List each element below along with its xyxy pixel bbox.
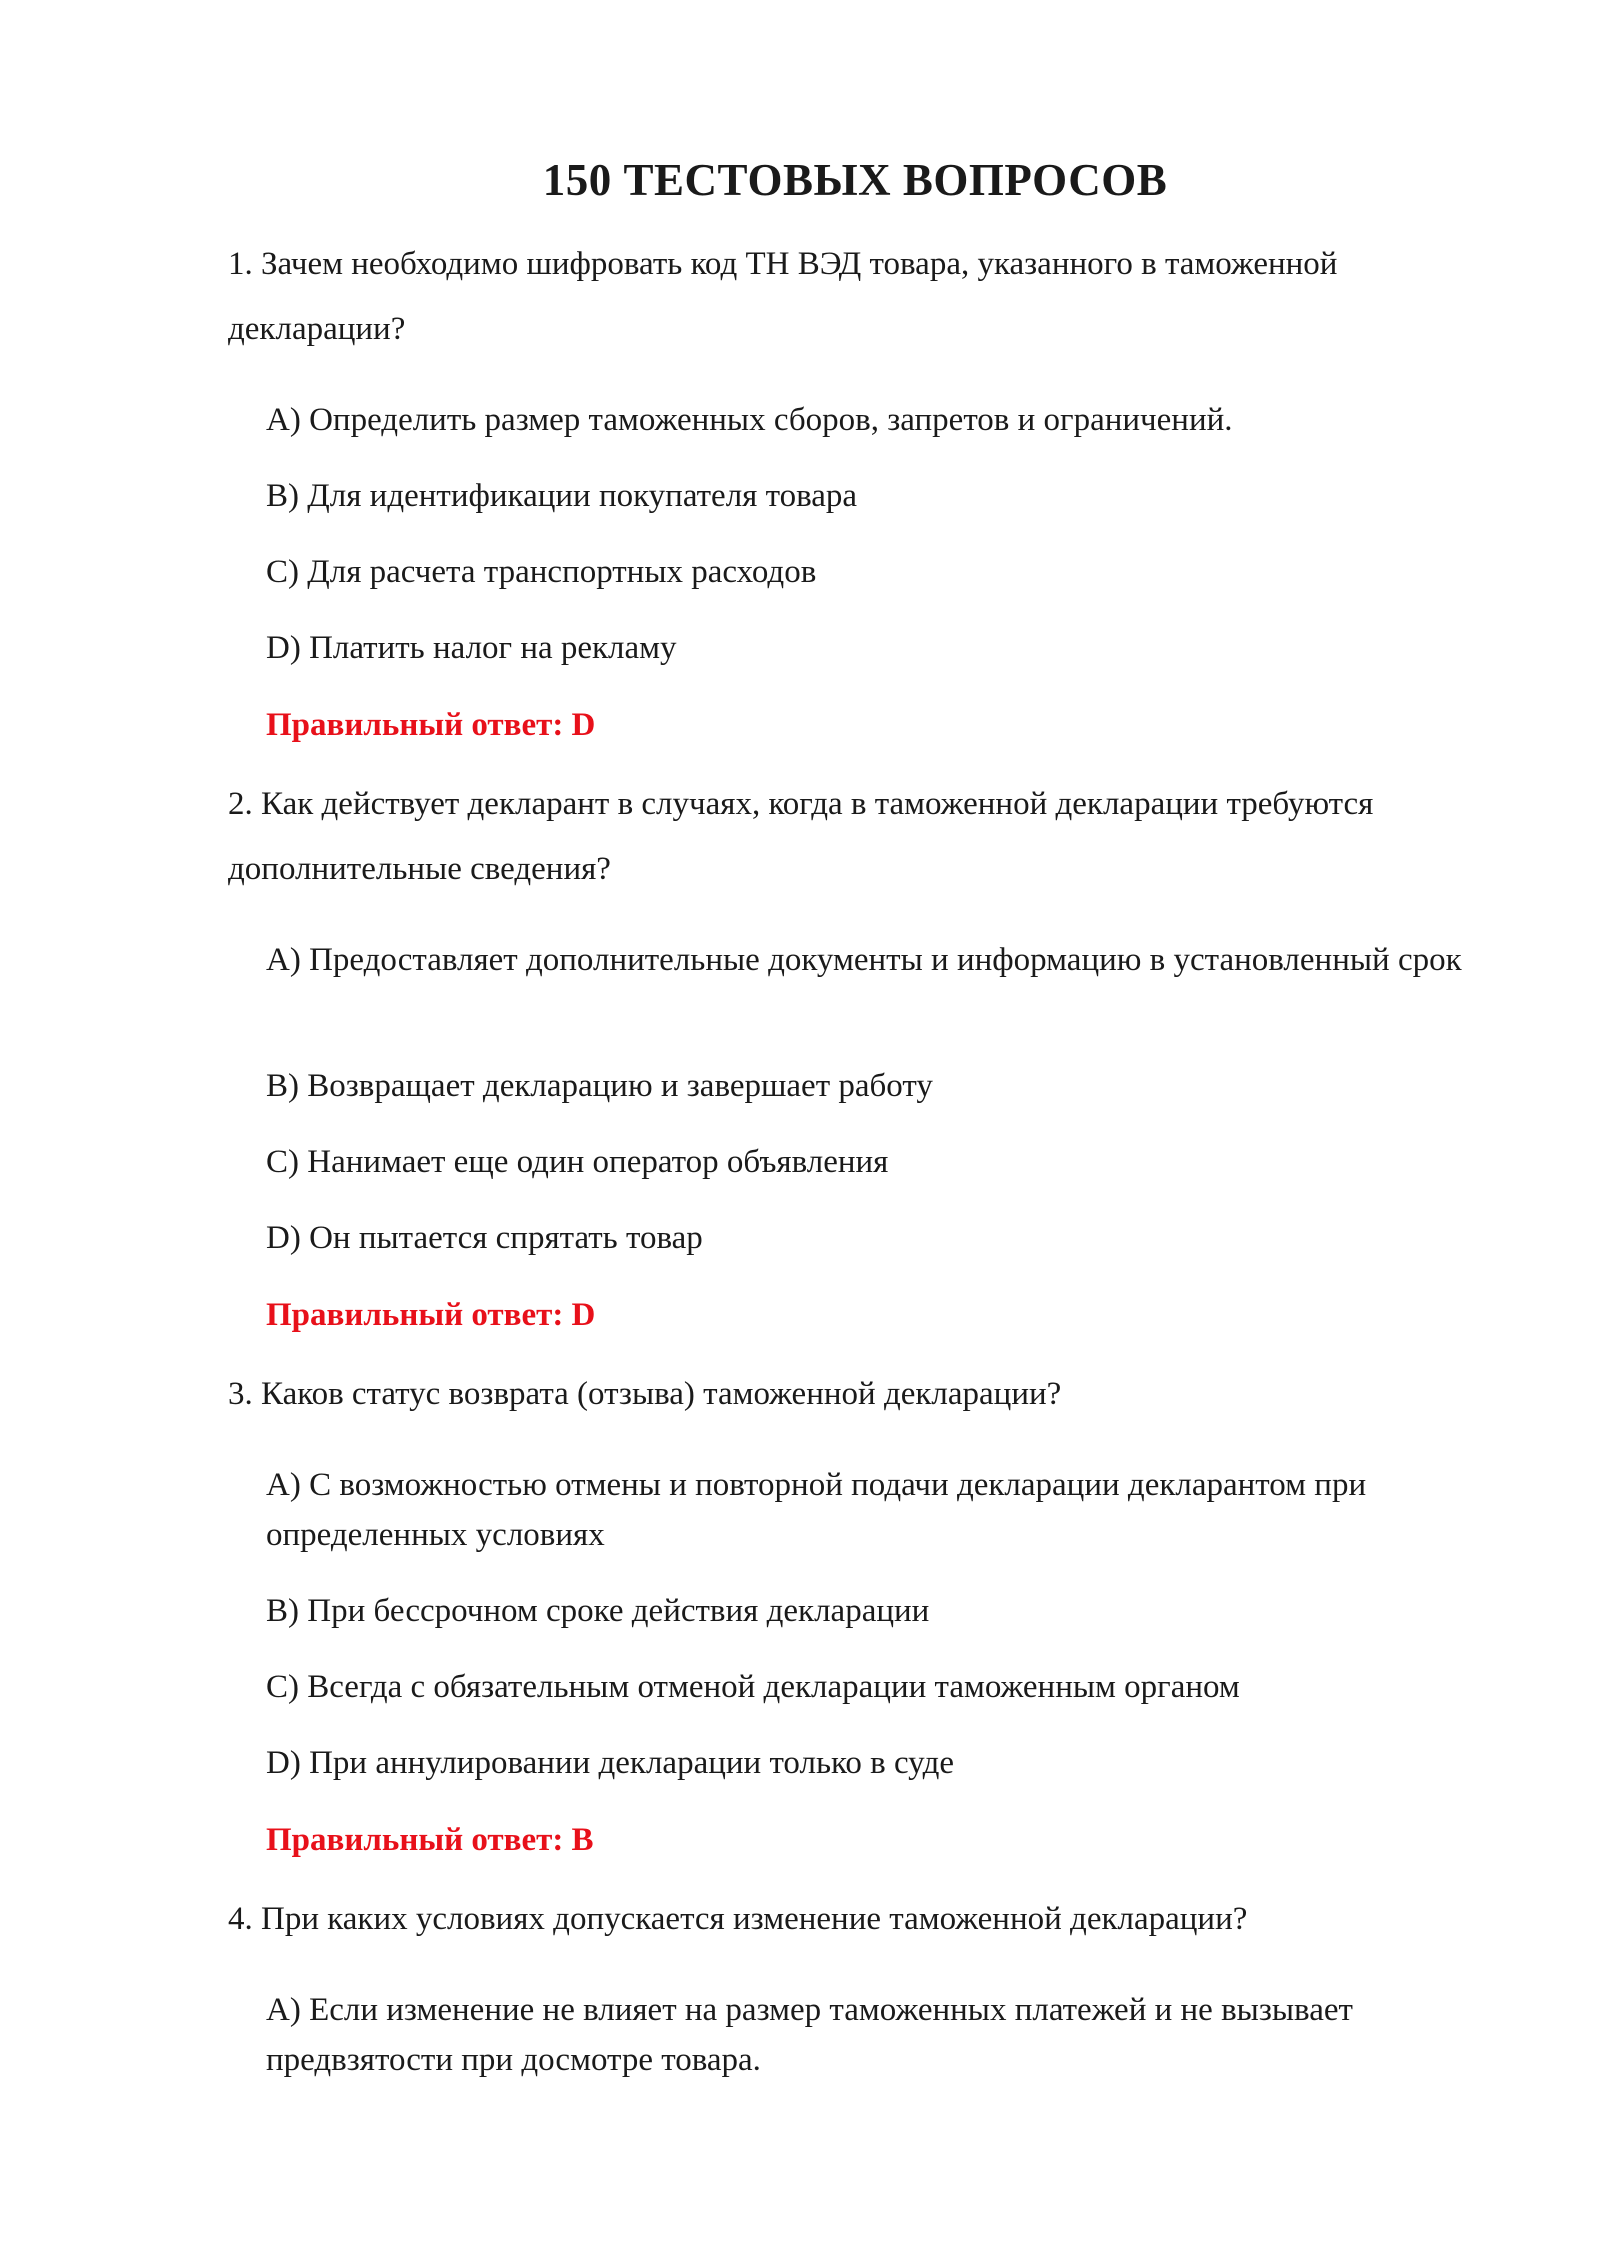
question-1-option-d: D) Платить налог на рекламу <box>266 630 677 666</box>
question-1-option-a: A) Определить размер таможенных сборов, запретов и ограничений. <box>266 402 1233 438</box>
question-2-option-a: A) Предоставляет дополнительные документы и информацию в установленный срок <box>266 942 1462 978</box>
question-1-text: 1. Зачем необходимо шифровать код ТН ВЭД товара, указанного в таможенной декларации? <box>228 246 1338 347</box>
question-3-option-d: D) При аннулировании декларации только в суде <box>266 1745 955 1781</box>
question-1-option-c: C) Для расчета транспортных расходов <box>266 554 817 590</box>
question-4-option-a: A) Если изменение не влияет на размер таможенных платежей и не вызывает предвзятости при досмотре товара. <box>266 1992 1353 2078</box>
question-2-text: 2. Как действует декларант в случаях, когда в таможенной декларации требуются дополнительные сведения? <box>228 786 1374 887</box>
question-2-option-d: D) Он пытается спрятать товар <box>266 1220 703 1256</box>
document-title: 150 ТЕСТОВЫХ ВОПРОСОВ <box>542 155 1168 205</box>
question-3-correct-answer: Правильный ответ: B <box>266 1822 594 1858</box>
question-3-option-c: C) Всегда с обязательным отменой декларации таможенным органом <box>266 1669 1240 1705</box>
question-3-option-a: A) С возможностью отмены и повторной подачи декларации декларантом при определенных условиях <box>266 1467 1367 1553</box>
question-1-correct-answer: Правильный ответ: D <box>266 707 596 743</box>
question-2-option-c: C) Нанимает еще один оператор объявления <box>266 1144 889 1180</box>
question-1-option-b: B) Для идентификации покупателя товара <box>266 478 858 514</box>
question-4-text: 4. При каких условиях допускается изменение таможенной декларации? <box>228 1901 1248 1937</box>
question-2-option-b: B) Возвращает декларацию и завершает работу <box>266 1068 933 1104</box>
question-3-text: 3. Каков статус возврата (отзыва) таможенной декларации? <box>228 1376 1062 1412</box>
question-2-correct-answer: Правильный ответ: D <box>266 1297 596 1333</box>
question-3-option-b: B) При бессрочном сроке действия декларации <box>266 1593 930 1629</box>
